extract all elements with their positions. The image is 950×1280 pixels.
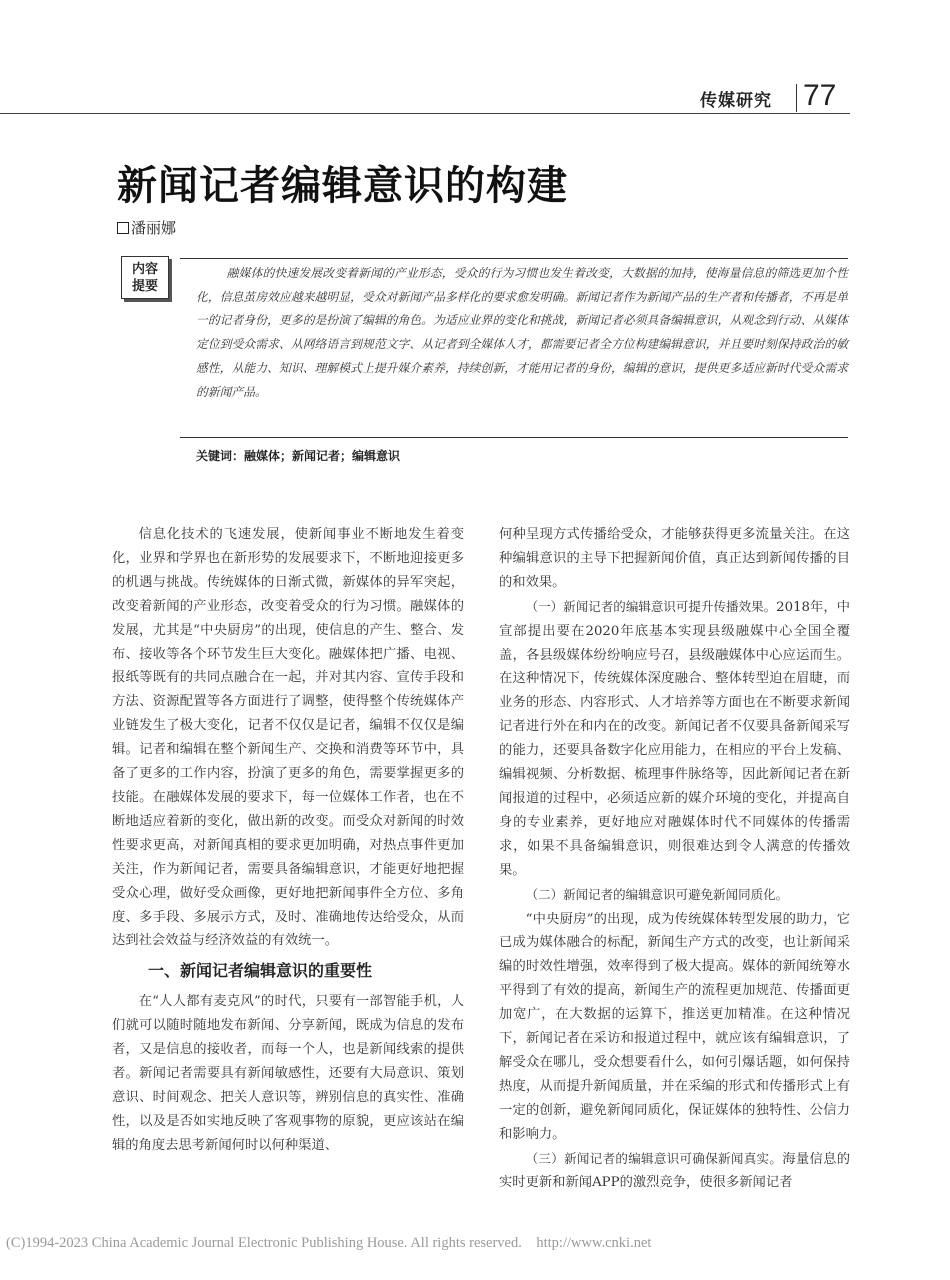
body-column-left — [112, 523, 464, 1158]
subsection-heading: （二）新闻记者的编辑意识可避免新闻同质化。 — [525, 886, 789, 902]
body-paragraph: 在“人人都有麦克风”的时代，只要有一部智能手机，人们就可以随时随地发布新闻、分享新闻，既成为信息的发布者，又是信息的接收者，而每一个人，也是新闻线索的提供者。新闻记者需要具有新闻敏感性，还要有大局意识、策划意识、时间观念、把关人意识等，辨别信息的真实性、准确性，以及是否如实地反映了客观事物的原貌，更应该站在编辑的角度去思考新闻何时以何种渠道、 — [112, 994, 464, 1153]
header-rule — [0, 113, 850, 114]
copyright-footer: (C)1994-2023 China Academic Journal Electronic Publishing House. All rights reserved. http://www.cnki.net — [6, 1235, 652, 1251]
author-line — [117, 217, 176, 238]
body-paragraph — [499, 595, 850, 883]
author-box-icon — [117, 222, 129, 234]
subsection-heading: （三）新闻记者的编辑意识可确保新闻真实。 — [525, 1150, 783, 1166]
body-paragraph: 信息化技术的飞速发展，使新闻事业不断地发生着变化，业界和学界也在新形势的发展要求下，不断地迎接更多的机遇与挑战。传统媒体的日渐式微，新媒体的异军突起，改变着新闻的产业形态，改变着受众的行为习惯。融媒体的发展，尤其是“中央厨房”的出现，使信息的产生、整合、发布、接收等各个环节发生巨大变化。融媒体把广播、电视、报纸等既有的共同点融合在一起，并对其内容、宣传手段和方法、资源配置等各方面进行了调整，使得整个传统媒体产业链发生了极大变化，记者不仅仅是记者，编辑不仅仅是编辑。记者和编辑在整个新闻生产、交换和消费等环节中，具备了更多的工作内容，扮演了更多的角色，需要掌握更多的技能。在融媒体发展的要求下，每一位媒体工作者，也在不断地适应着新的变化，做出新的改变。而受众对新闻的时效性要求更高，对新闻真相的要求更加明确，对热点事件更加关注，作为新闻记者，需要具备编辑意识，才能更好地把握受众心理，做好受众画像，更好地把新闻事件全方位、多角度、多手段、多展示方式，及时、准确地传达给受众，从而达到社会效益与经济效益的有效统一。 — [112, 527, 464, 949]
abstract-label — [121, 256, 169, 299]
abstract-text: 融媒体的快速发展改变着新闻的产业形态，受众的行为习惯也发生着改变，大数据的加持，使海量信息的筛选更加个性化，信息茧房效应越来越明显，受众对新闻产品多样化的要求愈发明确。新闻记者作为新闻产品的生产者和传播者，不再是单一的记者身份，更多的是扮演了编辑的角色。为适应业界的变化和挑战，新闻记者必须具备编辑意识，从观念到行动、从媒体定位到受众需求、从网络语言到规范文字、从记者到全媒体人才，都需要记者全方位构建编辑意识，并且要时刻保持政治的敏感性，从能力、知识、理解模式上提升媒介素养，持续创新，才能用记者的身份，编辑的意识，提供更多适应新时代受众需求的新闻产品。 — [196, 266, 848, 399]
body-text: 海量信息的实时更新和新闻APP的激烈竞争，使很多新闻记者 — [499, 1151, 850, 1191]
abstract-top-rule — [180, 258, 848, 259]
body-paragraph: “中央厨房”的出现，成为传统媒体转型发展的助力，它已成为媒体融合的标配，新闻生产方式的改变，也让新闻采编的时效性增强，效率得到了极大提高。媒体的新闻统筹水平得到了有效的提高，新闻生产的流程更加规范、传播面更加宽广，在大数据的运算下，推送更加精准。在这种情况下，新闻记者在采访和报道过程中，就应该有编辑意识，了解受众在哪儿，受众想要看什么，如何引爆话题，如何保持热度，从而提升新闻质量，并在采编的形式和传播形式上有一定的创新，避免新闻同质化，保证媒体的独特性、公信力和影响力。 — [499, 911, 850, 1142]
body-column-right — [499, 523, 850, 1195]
article-title: 新闻记者编辑意识的构建 — [117, 162, 568, 209]
body-paragraph — [499, 1147, 850, 1196]
header-separator — [796, 84, 797, 112]
body-paragraph — [499, 883, 850, 908]
body-paragraph: 何种呈现方式传播给受众，才能够获得更多流量关注。在这种编辑意识的主导下把握新闻价值，真正达到新闻传播的目的和效果。 — [499, 527, 850, 590]
abstract-label-line1: 内容 — [131, 262, 158, 277]
body-text: 2018年，中宣部提出要在2020年底基本实现县级融媒中心全国全覆盖，各县级媒体纷纷响应号召，县级融媒体中心应运而生。在这种情况下，传统媒体深度融合、整体转型迫在眉睫，而业务的形态、内容形式、人才培养等方面也在不断要求新闻记者进行外在和内在的改变。新闻记者不仅要具备新闻采写的能力，还要具备数字化应用能力，在相应的平台上发稿、编辑视频、分析数据、梳理事件脉络等，因此新闻记者在新闻报道的过程中，必须适应新的媒介环境的变化，并提高自身的专业素养，更好地应对融媒体时代不同媒体的传播需求，如果不具备编辑意识，则很难达到令人满意的传播效果。 — [499, 599, 850, 878]
journal-name: 传媒研究 — [700, 91, 772, 111]
author-name: 潘丽娜 — [131, 219, 177, 237]
section-heading: 一、新闻记者编辑意识的重要性 — [148, 961, 373, 981]
abstract-bottom-rule — [180, 437, 848, 438]
keywords: 关键词：融媒体；新闻记者；编辑意识 — [196, 449, 401, 463]
page-number: 77 — [803, 79, 837, 112]
subsection-heading: （一）新闻记者的编辑意识可提升传播效果。 — [525, 598, 777, 614]
abstract-label-line2: 提要 — [131, 279, 158, 294]
